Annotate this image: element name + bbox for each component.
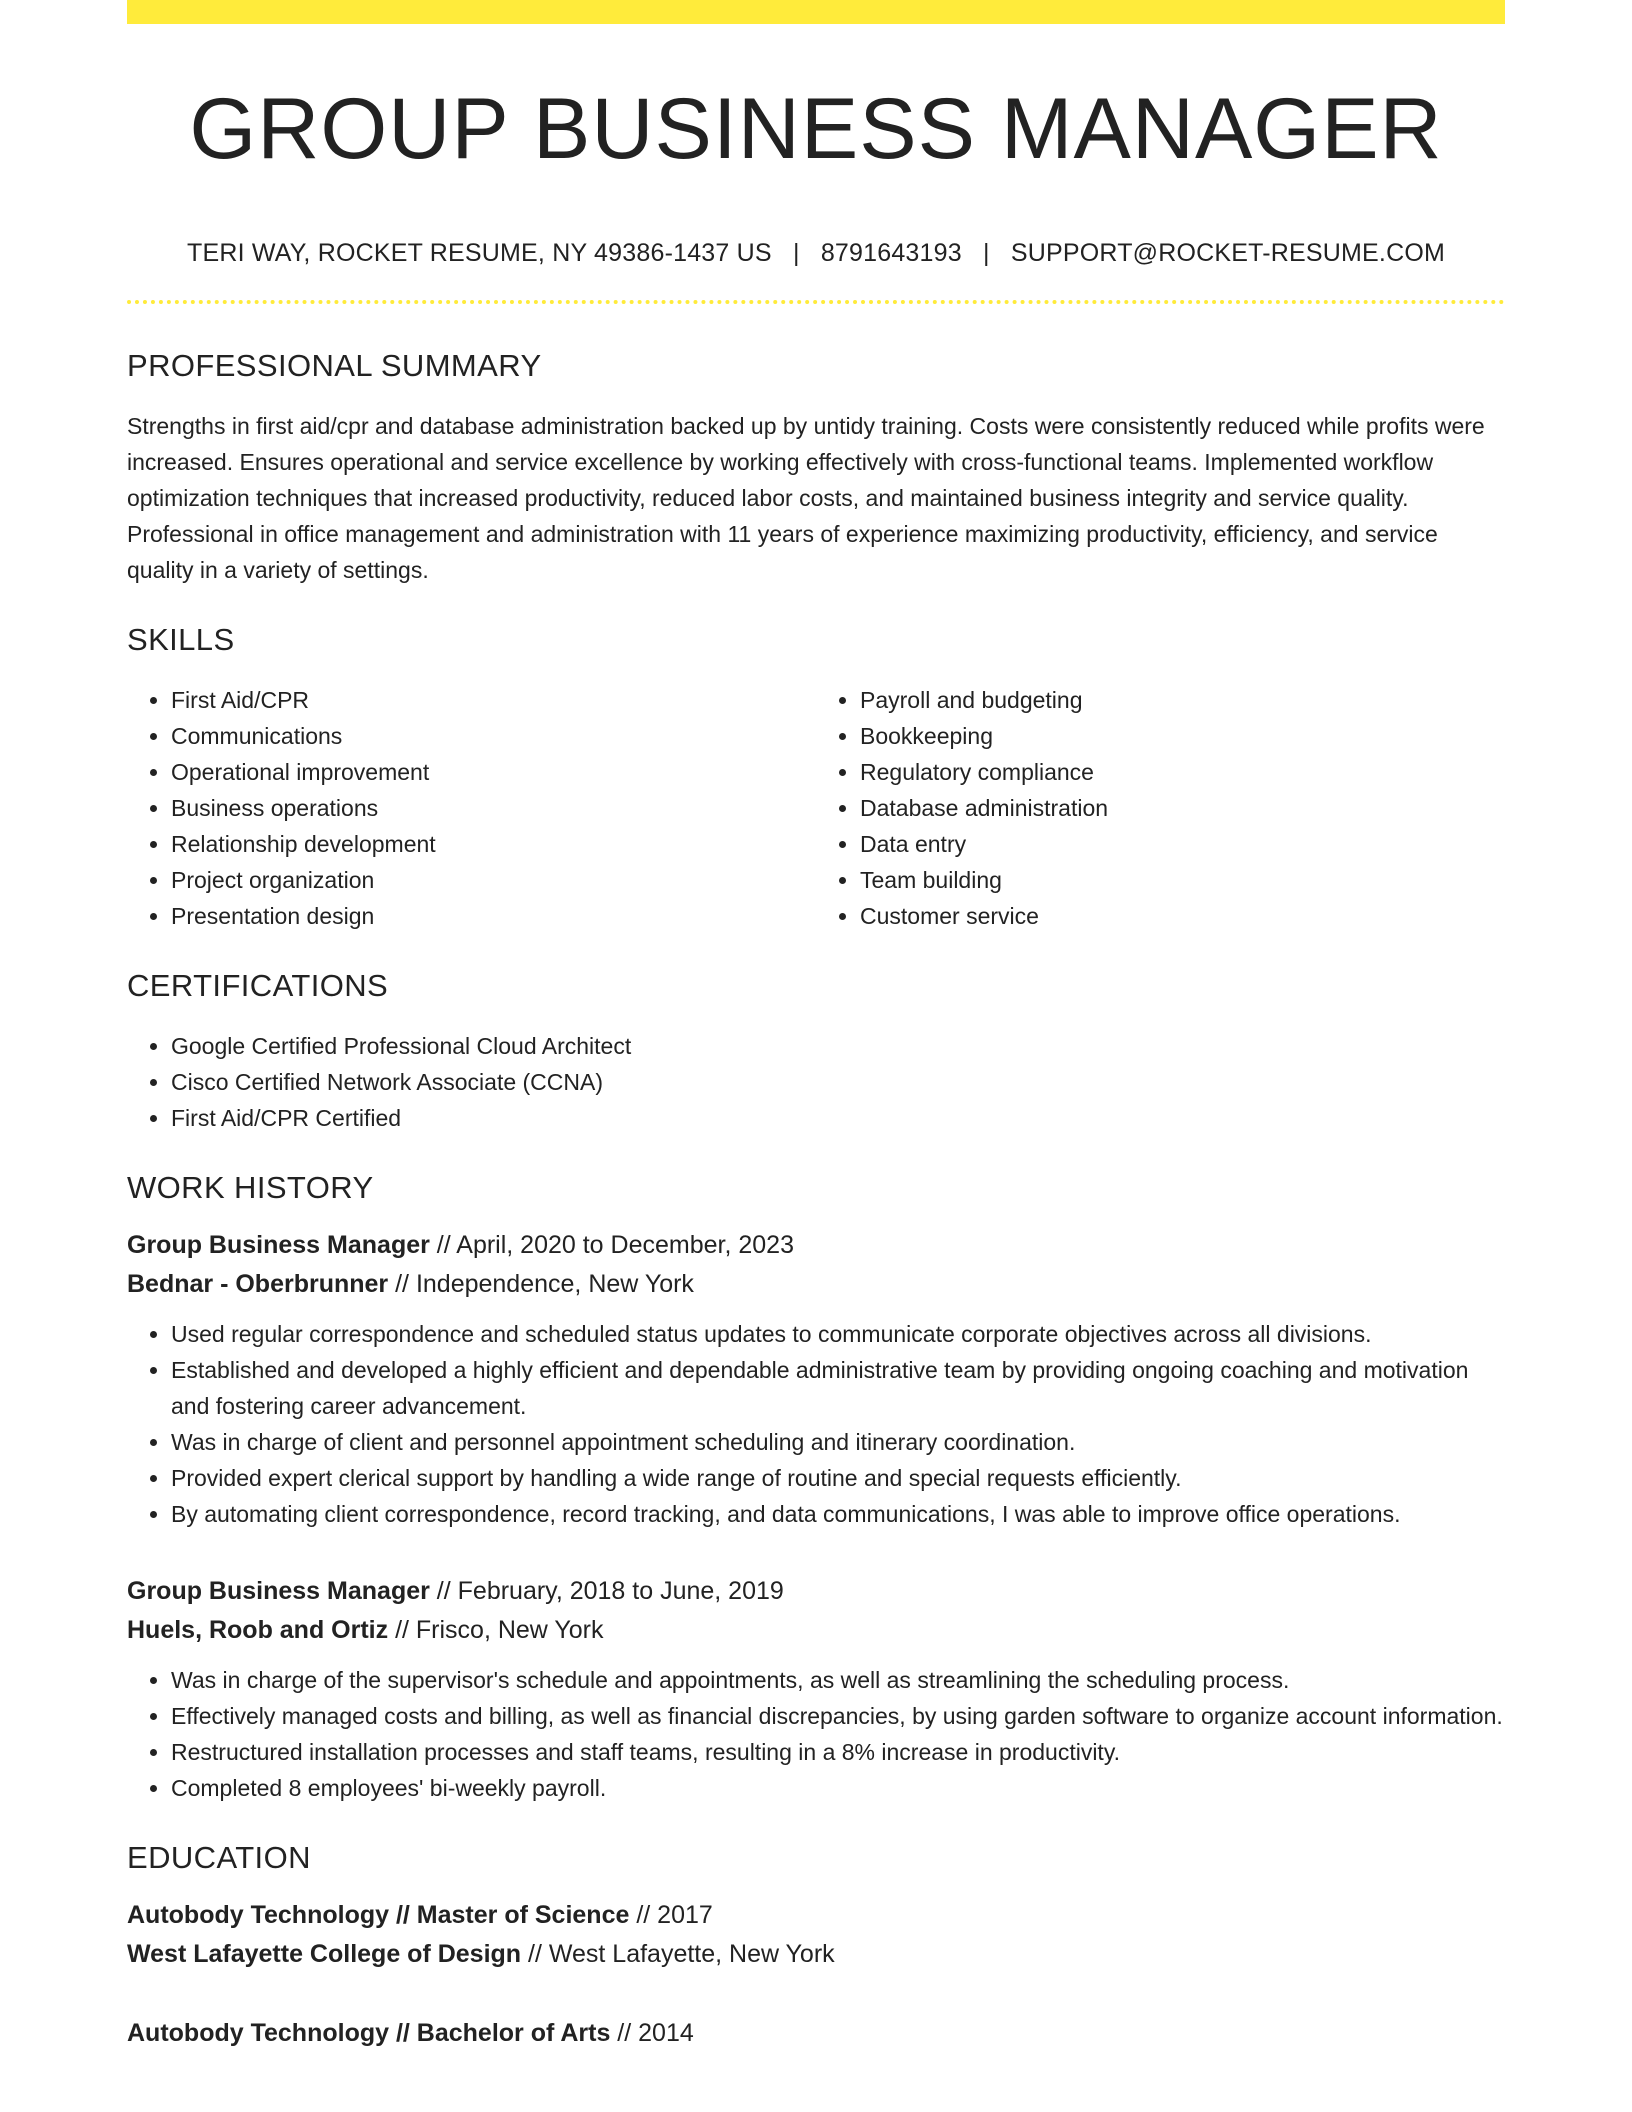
job-bullet: • Restructured installation processes and staff teams, resulting in a 8% increase in productivity.: [171, 1734, 1505, 1770]
skill-item: • Presentation design: [171, 898, 816, 934]
skill-item: • Relationship development: [171, 826, 816, 862]
skills-section: [127, 622, 1505, 934]
education-school: West Lafayette College of Design: [127, 1939, 522, 1968]
certifications-section: [127, 968, 1505, 1136]
education-degree: Autobody Technology // Bachelor of Arts: [127, 2018, 611, 2047]
certification-item: • Google Certified Professional Cloud Architect: [171, 1028, 1505, 1064]
job-bullet: • Completed 8 employees' bi-weekly payroll.: [171, 1770, 1505, 1806]
job-title-line: [127, 1226, 1505, 1265]
skill-item: • Bookkeeping: [860, 718, 1505, 754]
job-entry: [127, 1226, 1505, 1532]
job-bullet: • Established and developed a highly efficient and dependable administrative team by providing ongoing coaching and motivation and fostering career advancement.: [171, 1352, 1505, 1424]
job-role: Group Business Manager: [127, 1576, 430, 1605]
contact-separator: |: [983, 238, 990, 267]
education-entry: [127, 2014, 1505, 2053]
education-section: [127, 1840, 1505, 2053]
section-heading: SKILLS: [127, 621, 235, 657]
summary-section: [127, 348, 1505, 588]
job-bullet: • By automating client correspondence, record tracking, and data communications, I was able to improve office operations.: [171, 1496, 1505, 1532]
resume-title: GROUP BUSINESS MANAGER: [189, 81, 1443, 177]
job-company-line: [127, 1611, 1505, 1650]
job-dates: // April, 2020 to December, 2023: [429, 1230, 794, 1259]
contact-line: [127, 239, 1505, 268]
job-company: Bednar - Oberbrunner: [127, 1269, 389, 1298]
job-role: Group Business Manager: [127, 1230, 430, 1259]
skill-item: • Data entry: [860, 826, 1505, 862]
job-company-line: [127, 1265, 1505, 1304]
summary-text: Strengths in first aid/cpr and database administration backed up by untidy training. Costs were consistently reduced while profits were increased. Ensures operational and service excellence by working effectively with cross-functional teams. Implemented workflow optimization techniques that increased productivity, reduced labor costs, and maintained business integrity and service quality. Professional in office management and administration with 11 years of experience maximizing productivity, efficiency, and service quality in a variety of settings.: [127, 412, 1485, 583]
education-degree-line: [127, 1896, 1505, 1935]
section-heading: WORK HISTORY: [127, 1169, 374, 1205]
skills-list-left: [127, 682, 816, 934]
skill-item: • Communications: [171, 718, 816, 754]
education-year: // 2017: [629, 1900, 713, 1929]
contact-email: SUPPORT@ROCKET-RESUME.COM: [1010, 238, 1446, 267]
job-entry: [127, 1572, 1505, 1806]
work-history-section: [127, 1170, 1505, 1806]
contact-phone: 8791643193: [820, 238, 962, 267]
dotted-divider: [127, 300, 1505, 304]
section-heading: PROFESSIONAL SUMMARY: [127, 347, 542, 383]
education-location: // West Lafayette, New York: [521, 1939, 835, 1968]
skill-item: • Regulatory compliance: [860, 754, 1505, 790]
education-degree-line: [127, 2014, 1505, 2053]
skill-item: • Database administration: [860, 790, 1505, 826]
education-school-line: [127, 1935, 1505, 1974]
job-bullet: • Was in charge of the supervisor's schedule and appointments, as well as streamlining the scheduling process.: [171, 1662, 1505, 1698]
education-degree: Autobody Technology // Master of Science: [127, 1900, 630, 1929]
skills-list-right: [816, 682, 1505, 934]
job-location: // Frisco, New York: [388, 1615, 604, 1644]
education-entry: [127, 1896, 1505, 1974]
job-location: // Independence, New York: [388, 1269, 694, 1298]
job-bullets: [127, 1316, 1505, 1532]
job-company: Huels, Roob and Ortiz: [127, 1615, 389, 1644]
resume-page: [127, 0, 1505, 2053]
certifications-list: [127, 1028, 1505, 1136]
skill-item: • Payroll and budgeting: [860, 682, 1505, 718]
certification-item: • Cisco Certified Network Associate (CCNA): [171, 1064, 1505, 1100]
skills-columns: [127, 682, 1505, 934]
section-heading: EDUCATION: [127, 1839, 311, 1875]
skill-item: • First Aid/CPR: [171, 682, 816, 718]
job-bullet: • Was in charge of client and personnel appointment scheduling and itinerary coordination.: [171, 1424, 1505, 1460]
skill-item: • Operational improvement: [171, 754, 816, 790]
education-year: // 2014: [610, 2018, 694, 2047]
contact-address: TERI WAY, ROCKET RESUME, NY 49386-1437 US: [186, 238, 772, 267]
accent-top-bar: [127, 0, 1505, 24]
contact-separator: |: [792, 238, 800, 267]
job-bullet: • Provided expert clerical support by handling a wide range of routine and special requests efficiently.: [171, 1460, 1505, 1496]
skill-item: • Customer service: [860, 898, 1505, 934]
job-bullet: • Used regular correspondence and scheduled status updates to communicate corporate objectives across all divisions.: [171, 1316, 1505, 1352]
section-heading: CERTIFICATIONS: [127, 967, 389, 1003]
certification-item: • First Aid/CPR Certified: [171, 1100, 1505, 1136]
skill-item: • Team building: [860, 862, 1505, 898]
job-dates: // February, 2018 to June, 2019: [429, 1576, 784, 1605]
skill-item: • Project organization: [171, 862, 816, 898]
skill-item: • Business operations: [171, 790, 816, 826]
job-bullets: [127, 1662, 1505, 1806]
job-bullet: • Effectively managed costs and billing, as well as financial discrepancies, by using garden software to organize account information.: [171, 1698, 1505, 1734]
job-title-line: [127, 1572, 1505, 1611]
